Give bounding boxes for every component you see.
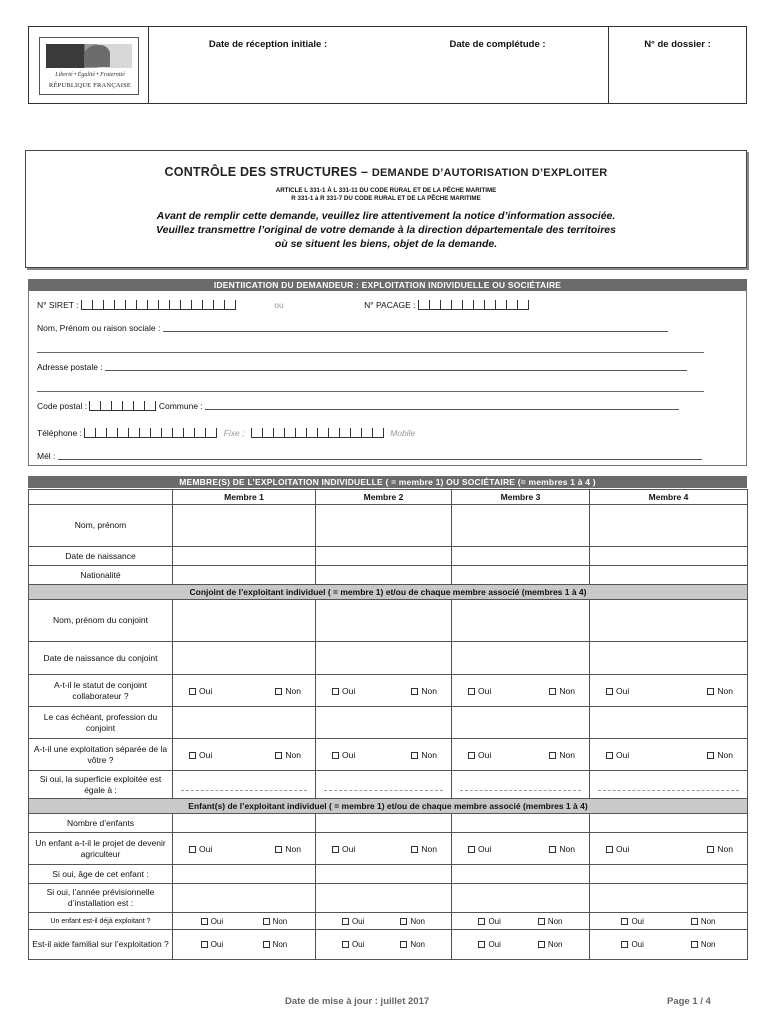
corner-cell <box>29 490 173 505</box>
checkbox-icon <box>549 846 556 853</box>
non-checkbox[interactable]: Non <box>707 750 733 760</box>
oui-checkbox[interactable]: Oui <box>332 686 355 696</box>
conjoint-section-bar <box>29 585 748 600</box>
checkbox-icon <box>275 846 282 853</box>
mel-label: Mél : <box>37 451 56 461</box>
cell-input[interactable] <box>590 642 748 675</box>
siret-label: N° SIRET : <box>37 300 79 310</box>
commune-input[interactable] <box>205 401 679 410</box>
checkbox-icon <box>332 846 339 853</box>
cell-input[interactable] <box>590 547 748 566</box>
cell-input[interactable] <box>590 865 748 884</box>
adresse-input[interactable] <box>105 362 687 371</box>
oui-checkbox[interactable]: Oui <box>606 750 629 760</box>
oui-checkbox[interactable]: Oui <box>342 917 364 926</box>
cell-input[interactable] <box>452 884 590 913</box>
non-checkbox[interactable]: Non <box>275 686 301 696</box>
cell-input[interactable] <box>173 884 316 913</box>
oui-checkbox[interactable]: Oui <box>606 686 629 696</box>
row-label-exploitation-separee: A-t-il une exploitation séparée de la vôtre ? <box>29 739 173 771</box>
non-checkbox[interactable]: Non <box>400 917 425 926</box>
non-checkbox[interactable]: Non <box>691 940 716 949</box>
table-row <box>29 600 748 642</box>
instruction-line-1: Avant de remplir cette demande, veuillez lire attentivement la notice d’information associée. <box>156 210 616 222</box>
cell-input[interactable] <box>452 642 590 675</box>
row-label-date-naissance: Date de naissance <box>29 547 173 566</box>
cell-input[interactable] <box>452 547 590 566</box>
article-reference-2: R 331-1 à R 331-7 DU CODE RURAL ET DE LA PÊCHE MARITIME <box>291 195 481 202</box>
non-checkbox[interactable]: Non <box>263 917 288 926</box>
checkbox-icon <box>538 918 545 925</box>
checkbox-icon <box>691 918 698 925</box>
checkbox-icon <box>606 688 613 695</box>
checkbox-icon <box>332 688 339 695</box>
logo-cell <box>29 27 149 103</box>
cell-input[interactable] <box>316 642 452 675</box>
row-label-age-enfant: Si oui, âge de cet enfant : <box>29 865 173 884</box>
cell-input[interactable] <box>452 865 590 884</box>
non-checkbox[interactable]: Non <box>275 844 301 854</box>
non-checkbox[interactable]: Non <box>549 844 575 854</box>
code-postal-label: Code postal : <box>37 401 88 411</box>
cell-input[interactable] <box>590 566 748 585</box>
numero-dossier-field[interactable]: N° de dossier : <box>644 39 711 50</box>
table-row <box>29 642 748 675</box>
checkbox-icon <box>201 918 208 925</box>
non-checkbox[interactable]: Non <box>549 750 575 760</box>
non-checkbox[interactable]: Non <box>538 940 563 949</box>
marianne-logo <box>39 37 139 95</box>
checkbox-icon <box>342 941 349 948</box>
non-checkbox[interactable]: Non <box>549 686 575 696</box>
footer-page-number: Page 1 / 4 <box>667 996 711 1007</box>
logo-motto: Liberté • Égalité • Fraternité <box>55 72 125 78</box>
oui-checkbox[interactable]: Oui <box>606 844 629 854</box>
checkbox-icon <box>411 846 418 853</box>
nom-label: Nom, Prénom ou raison sociale : <box>37 323 161 333</box>
col-membre-2: Membre 2 <box>316 490 452 505</box>
checkbox-icon <box>621 918 628 925</box>
cell-input[interactable] <box>590 884 748 913</box>
title-part-a: CONTRÔLE DES STRUCTURES <box>164 165 358 179</box>
nom-row <box>37 323 738 333</box>
cell-input[interactable] <box>173 566 316 585</box>
cell-input[interactable] <box>316 505 452 547</box>
row-label-annee-installation: Si oui, l’année prévisionnelle d’installation est : <box>29 884 173 913</box>
checkbox-icon <box>468 846 475 853</box>
non-checkbox[interactable]: Non <box>411 750 437 760</box>
title-part-b: DEMANDE D’AUTORISATION D’EXPLOITER <box>371 167 608 179</box>
table-row <box>29 930 748 960</box>
cell-input[interactable] <box>173 865 316 884</box>
table-row <box>29 707 748 739</box>
cell-input[interactable] <box>316 707 452 739</box>
or-label: ou <box>274 300 284 310</box>
checkbox-icon <box>478 941 485 948</box>
cell-input[interactable] <box>316 884 452 913</box>
table-row <box>29 771 748 799</box>
table-row <box>29 814 748 833</box>
telephone-fixe-input[interactable] <box>84 428 217 438</box>
cell-input[interactable] <box>173 642 316 675</box>
cell-input[interactable] <box>590 600 748 642</box>
date-completude-field[interactable]: Date de complétude : <box>387 27 609 103</box>
conjoint-bar-label: Conjoint de l’exploitant individuel ( = membre 1) et/ou de chaque membre associé (membres 1 à 4) <box>29 585 748 600</box>
telephone-mobile-input[interactable] <box>251 428 384 438</box>
checkbox-icon <box>332 752 339 759</box>
oui-checkbox[interactable]: Oui <box>478 940 500 949</box>
cell-input[interactable] <box>590 707 748 739</box>
enfants-bar-label: Enfant(s) de l’exploitant individuel ( = membre 1) et/ou de chaque membre associé (membres 1 à 4) <box>29 799 748 814</box>
members-table <box>28 489 748 960</box>
telephone-label: Téléphone : <box>37 428 82 438</box>
non-checkbox[interactable]: Non <box>691 917 716 926</box>
oui-checkbox[interactable]: Oui <box>468 686 491 696</box>
section-bar-identification: IDENTIICATION DU DEMANDEUR : EXPLOITATION INDIVIDUELLE OU SOCIÉTAIRE <box>28 279 747 291</box>
cell-input[interactable] <box>173 600 316 642</box>
pacage-label: N° PACAGE : <box>364 300 416 310</box>
row-label-nombre-enfants: Nombre d’enfants <box>29 814 173 833</box>
siret-input[interactable] <box>81 300 236 310</box>
checkbox-icon <box>411 688 418 695</box>
table-row <box>29 547 748 566</box>
identification-section <box>28 291 747 466</box>
checkbox-icon <box>606 846 613 853</box>
checkbox-icon <box>707 752 714 759</box>
oui-checkbox[interactable]: Oui <box>189 844 212 854</box>
table-row <box>29 913 748 930</box>
cell-input[interactable] <box>316 547 452 566</box>
telephone-row <box>37 428 738 438</box>
title-dash: – <box>357 165 372 179</box>
title-box <box>25 150 747 268</box>
row-label-aide-familial: Est-il aide familial sur l’exploitation ? <box>29 930 173 960</box>
checkbox-icon <box>400 918 407 925</box>
col-membre-1: Membre 1 <box>173 490 316 505</box>
non-checkbox[interactable]: Non <box>411 844 437 854</box>
oui-checkbox[interactable]: Oui <box>189 750 212 760</box>
checkbox-icon <box>707 846 714 853</box>
checkbox-icon <box>411 752 418 759</box>
form-header <box>28 26 747 104</box>
mobile-label: Mobile <box>390 428 416 438</box>
cell-input[interactable] <box>590 814 748 833</box>
row-label-projet-agriculteur: Un enfant a-t-il le projet de devenir agriculteur <box>29 833 173 865</box>
adresse-label: Adresse postale : <box>37 362 103 372</box>
cell-input[interactable] <box>452 707 590 739</box>
checkbox-icon <box>275 752 282 759</box>
date-reception-field[interactable]: Date de réception initiale : <box>208 39 328 50</box>
superficie-input[interactable] <box>181 779 307 791</box>
page-title <box>26 165 746 179</box>
row-label-nationalite: Nationalité <box>29 566 173 585</box>
nom-input-line-2[interactable] <box>37 352 704 353</box>
code-postal-row <box>37 401 738 411</box>
marianne-icon <box>46 44 132 68</box>
table-row <box>29 865 748 884</box>
oui-checkbox[interactable]: Oui <box>201 917 223 926</box>
nom-input[interactable] <box>163 323 668 332</box>
section-bar-membres: MEMBRE(S) DE L’EXPLOITATION INDIVIDUELLE ( = membre 1) OU SOCIÉTAIRE (= membres 1 à 4 ) <box>28 476 747 488</box>
table-row <box>29 884 748 913</box>
oui-checkbox[interactable]: Oui <box>468 750 491 760</box>
checkbox-icon <box>478 918 485 925</box>
non-checkbox[interactable]: Non <box>707 686 733 696</box>
non-checkbox[interactable]: Non <box>707 844 733 854</box>
cell-input[interactable] <box>173 814 316 833</box>
cell-input[interactable] <box>316 600 452 642</box>
oui-checkbox[interactable]: Oui <box>332 844 355 854</box>
oui-checkbox[interactable]: Oui <box>201 940 223 949</box>
cell-input[interactable] <box>316 865 452 884</box>
col-membre-4: Membre 4 <box>590 490 748 505</box>
checkbox-icon <box>201 941 208 948</box>
checkbox-icon <box>189 752 196 759</box>
row-label-conjoint-naissance: Date de naissance du conjoint <box>29 642 173 675</box>
superficie-input[interactable] <box>460 779 581 791</box>
superficie-input[interactable] <box>598 779 739 791</box>
table-row <box>29 505 748 547</box>
checkbox-icon <box>342 918 349 925</box>
row-label-deja-exploitant: Un enfant est-il déjà exploitant ? <box>29 913 173 930</box>
adresse-input-line-2[interactable] <box>37 391 704 392</box>
cell-input[interactable] <box>452 505 590 547</box>
checkbox-icon <box>691 941 698 948</box>
mel-input[interactable] <box>58 451 702 460</box>
non-checkbox[interactable]: Non <box>538 917 563 926</box>
cell-input[interactable] <box>316 814 452 833</box>
row-label-nom-prenom: Nom, prénom <box>29 505 173 547</box>
cell-input[interactable] <box>173 707 316 739</box>
checkbox-icon <box>468 688 475 695</box>
adresse-row <box>37 362 738 372</box>
cell-input[interactable] <box>452 814 590 833</box>
instruction-line-3: où se situent les biens, objet de la demande. <box>274 238 498 250</box>
non-checkbox[interactable]: Non <box>400 940 425 949</box>
table-row <box>29 739 748 771</box>
logo-republique: RÉPUBLIQUE FRANÇAISE <box>48 82 132 89</box>
row-label-superficie: Si oui, la superficie exploitée est égale à : <box>29 771 173 799</box>
row-label-profession: Le cas échéant, profession du conjoint <box>29 707 173 739</box>
cell-input[interactable] <box>590 505 748 547</box>
instruction-line-2: Veuillez transmettre l’original de votre demande à la direction départementale des territoires <box>155 224 616 236</box>
cell-input[interactable] <box>452 566 590 585</box>
checkbox-icon <box>263 918 270 925</box>
mel-row <box>37 451 738 461</box>
oui-checkbox[interactable]: Oui <box>332 750 355 760</box>
row-label-collaborateur: A-t-il le statut de conjoint collaborateur ? <box>29 675 173 707</box>
oui-checkbox[interactable]: Oui <box>189 686 212 696</box>
checkbox-icon <box>468 752 475 759</box>
enfants-section-bar <box>29 799 748 814</box>
oui-checkbox[interactable]: Oui <box>621 917 643 926</box>
oui-checkbox[interactable]: Oui <box>468 844 491 854</box>
checkbox-icon <box>189 846 196 853</box>
article-reference-1: ARTICLE L 331-1 À L 331-11 DU CODE RURAL ET DE LA PÊCHE MARITIME <box>275 187 497 194</box>
non-checkbox[interactable]: Non <box>275 750 301 760</box>
checkbox-icon <box>189 688 196 695</box>
checkbox-icon <box>275 688 282 695</box>
cell-input[interactable] <box>173 505 316 547</box>
code-postal-input[interactable] <box>89 401 156 411</box>
commune-label: Commune : <box>158 401 203 411</box>
cell-input[interactable] <box>452 600 590 642</box>
fixe-label: Fixe ; <box>223 428 245 438</box>
checkbox-icon <box>549 752 556 759</box>
table-row <box>29 675 748 707</box>
checkbox-icon <box>538 941 545 948</box>
non-checkbox[interactable]: Non <box>411 686 437 696</box>
checkbox-icon <box>549 688 556 695</box>
pacage-input[interactable] <box>418 300 529 310</box>
col-membre-3: Membre 3 <box>452 490 590 505</box>
members-header-row <box>29 490 748 505</box>
table-row <box>29 566 748 585</box>
checkbox-icon <box>621 941 628 948</box>
oui-checkbox[interactable]: Oui <box>342 940 364 949</box>
superficie-input[interactable] <box>324 779 443 791</box>
table-row <box>29 833 748 865</box>
row-label-conjoint-nom: Nom, prénom du conjoint <box>29 600 173 642</box>
oui-checkbox[interactable]: Oui <box>621 940 643 949</box>
non-checkbox[interactable]: Non <box>263 940 288 949</box>
siret-row <box>37 300 738 310</box>
footer-update-date: Date de mise à jour : juillet 2017 <box>285 996 430 1007</box>
cell-input[interactable] <box>316 566 452 585</box>
oui-checkbox[interactable]: Oui <box>478 917 500 926</box>
checkbox-icon <box>707 688 714 695</box>
cell-input[interactable] <box>173 547 316 566</box>
checkbox-icon <box>606 752 613 759</box>
checkbox-icon <box>263 941 270 948</box>
checkbox-icon <box>400 941 407 948</box>
